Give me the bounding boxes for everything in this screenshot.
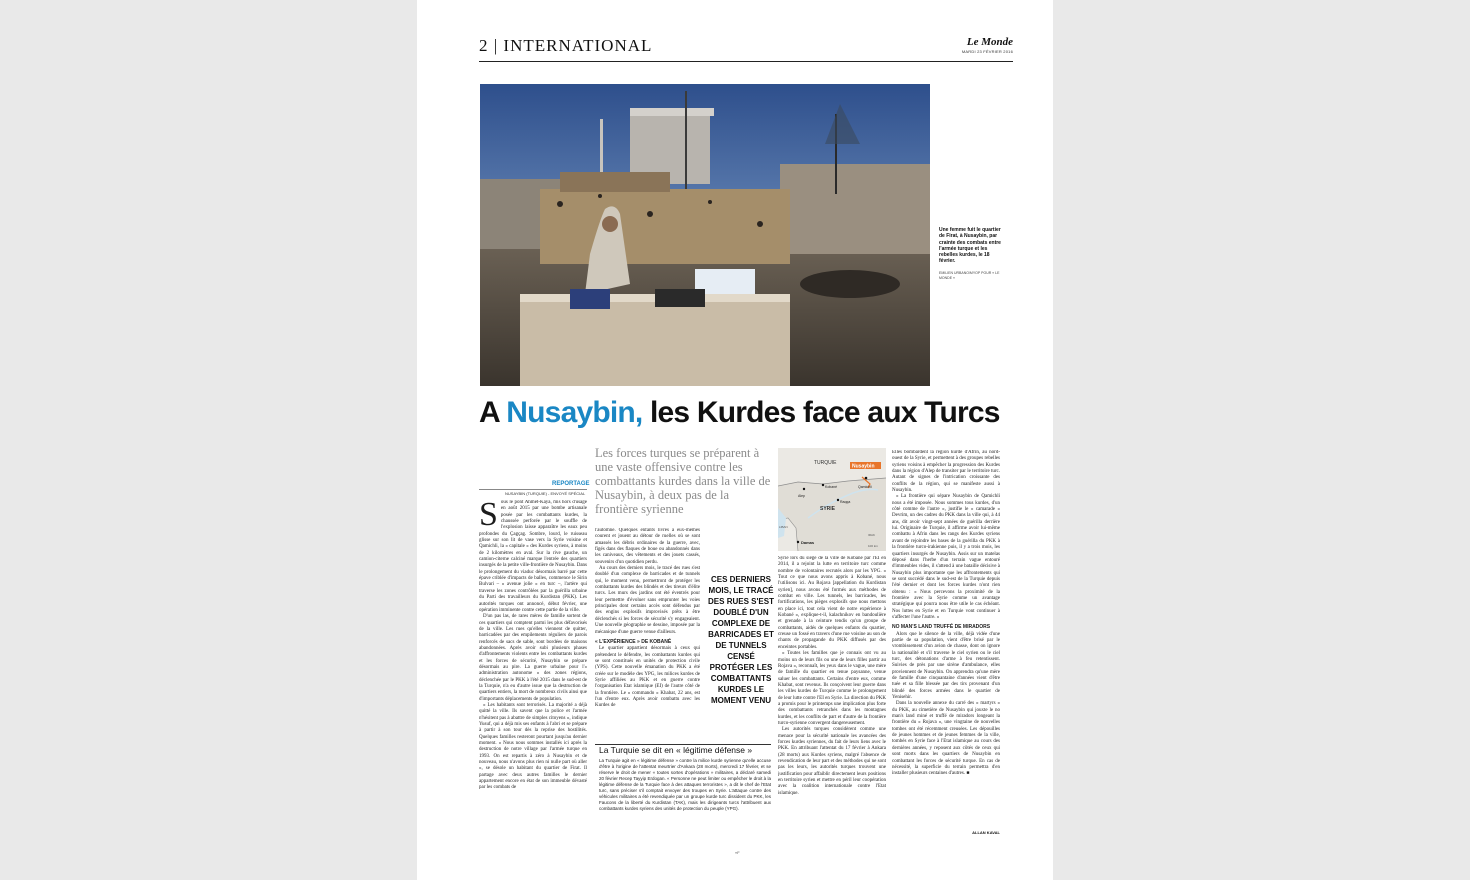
map-highlight-label: Nusaybin [852, 463, 875, 470]
paragraph: « La frontière qui sépare Nusaybin de Qamichli nous a été imposée. Nous sommes tous kurdes, d'un côté comme de l'autre », justifie le « camarade » Devrim, un des cadres du PKK dans la ville qui, à 44 ans, dit avoir vingt-sept années de guérilla derrière lui. Originaire de Turquie, il affirme avoir lui-même combattu à Afrin dans les rangs des Kurdes syriens avant de rejoindre les bases de la guérilla du PKK à la frontière turco-irakienne puis, il y a trois mois, les quartiers insurgés de Nusaybin. Assis sur un matelas déposé dans l'herbe d'un terrain vague entouré d'immeubles vides, il s'attend à une bataille décisive à Nusaybin plus importante que les affrontements qui se sont succédé dans le sud-est de la Turquie depuis l'été dernier et dont les forces kurdes n'ont rien obtenu : « Nous percevons la proximité de la frontière avec la Syrie comme un avantage stratégique qui pourra nous être utile le cas échéant. Nos luttes en Syrie et en Turquie vont continuer à s'affecter l'une l'autre. » [892, 494, 1000, 620]
headline-accent: Nusaybin, [506, 396, 643, 429]
section-title: 2 | INTERNATIONAL [479, 36, 653, 55]
map-city-qamichli: Qamichli [858, 485, 872, 489]
headline-rest: les Kurdes face aux Turcs [642, 396, 1000, 429]
pull-quote: CES DERNIERS MOIS, LE TRACÉ DES RUES S'EST DOUBLÉ D'UN COMPLEXE DE BARRICADES ET DE TUNNELS CENSÉ PROTÉGER LES COMBATTANTS KURDES LE MOMENT VENU [708, 575, 774, 705]
box-paragraph: La Turquie agit en « légitime défense » contre la milice kurde syrienne qu'elle accuse d'être à l'origine de l'attentat meurtrier d'Ankara (28 morts), mercredi 17 février, et se réserve le droit de mener « toutes sortes d'opérations » militaires, a déclaré samedi 20 février Recep Tayyip Erdogan. « Personne ne peut limiter ou empêcher le droit à la légitime défense de la Turquie face à des attaques terroristes », a dit le chef de l'Etat turc, sans préciser s'il comptait envoyer des troupes en Syrie. L'attaque contre des véhicules militaires a été revendiquée par un groupe kurde turc dissident du PKK, les Faucons de la liberté du Kurdistan (TAK), mais les dirigeants turcs l'attribuent aux combattants kurdes syriens des unités de protection du peuple (YPG). [599, 758, 771, 811]
map-city-damas: Damas [801, 540, 815, 545]
map-country-lebanon: LIBAN [779, 525, 788, 529]
article-column-1 [479, 500, 587, 840]
author-signature: ALLAN KAVAL [972, 830, 1000, 835]
subhead-no-mans-land: NO MAN'S LAND TRUFFÉ DE MIRADORS [892, 624, 991, 631]
paragraph: Au cours des derniers mois, le tracé des rues s'est doublé d'un complexe de barricades et de tunnels qui, le moment venu, permettront de protéger les combattants kurdes des blindés et des tireurs d'élite turcs. Les murs des jardins ont été éventrés pour leur permettre d'évoluer sans emprunter les voies principales dont certains accès sont défendus par des engins explosifs improvisés prêts à être déclenchés si les forces de sécurité s'y engageaient. Une nouvelle géographie se dessine, imposée par la mécanique d'une guerre venue d'ailleurs. [595, 566, 700, 635]
article-column-3 [778, 556, 886, 840]
issue-date: MARDI 23 FÉVRIER 2016 [961, 49, 1013, 54]
subhead-kobane: « L'EXPÉRIENCE » DE KOBANÉ [595, 638, 672, 645]
map-scale: 100 km [868, 544, 878, 548]
article-column-4 [892, 450, 1000, 830]
box-title: La Turquie se dit en « légitime défense » [599, 745, 753, 755]
photo-credit: EMILIEN URBANO/MYOP POUR « LE MONDE » [939, 271, 1000, 280]
kicker-rule [479, 489, 587, 490]
paragraph: Elles bombardent la région kurde d'Afrin, au nord-ouest de la Syrie, et permettent à des groupes rebelles syriens voisins à empêcher la progression des Kurdes dans la région d'Alep de transiter par le territoire turc. Autant de signes de l'intrication croissante des conflits de la région, qui se manifeste aussi à Nusaybin. [892, 450, 1000, 494]
header-rule [479, 61, 1013, 62]
map-country-turkey: TURQUIE [814, 460, 837, 466]
map-city-alep: Alep [798, 494, 806, 498]
paragraph: Le quartier appartient désormais à ceux qui prétendent le défendre, les combattants kurdes qui se sont constitués en unités de protection civile (YPS). Cette nouvelle émanation du PKK a été créée sur le modèle des YPG, les milices kurdes de Syrie affiliées au PKK et en guerre contre l'organisation Etat islamique (EI) de l'autre côté de la frontière. Le « commando » Khabat, 22 ans, est l'un d'entre eux. Après avoir combattu avec les Kurdes de [595, 646, 700, 709]
newspaper-page [417, 0, 1053, 880]
article-column-2 [595, 528, 700, 736]
box-text [599, 758, 771, 842]
paragraph: « Les habitants sont terrorisés. La majorité a déjà quitté la ville. Ils savent que la police et l'armée n'hésitent pas à abattre de simples citoyens », indique Yusuf, qui a déjà mis ses enfants à l'abri et se prépare à partir à son tour dès la reprise des hostilités. Quelques familles resteront pourtant jusqu'au dernier moment. « Nous nous sommes installés ici après la destruction de notre village par l'armée turque en 1993. On est repartis à zéro à Nusaybin et de nouveau, nous n'avons plus rien ni nulle part où aller », se désole un habitant du quartier de Firat. Il partage avec deux autres familles le dernier appartement encore en état de son immeuble dévasté par les combats de [479, 703, 587, 791]
byline: NUSAYBIN (TURQUIE) - ENVOYÉ SPÉCIAL [505, 491, 586, 496]
paragraph: D'un pas las, de rares mères de famille sortent de ces quartiers qui comptent parmi les plus défavorisés de la ville. Les rues qu'elles viennent de quitter, barricadées par des empilements réguliers de parois renforcés de sacs de sable, sont bordées de maisons abandonnées. Après avoir subi plusieurs phases d'affrontements violents entre les combattants kurdes et les forces de sécurité, Nusaybin se prépare désormais au pire. La guerre urbaine pour l'« administration autonome » des zones régions, déclenchée par le PKK à l'été 2015 dans le sud-est de la Turquie, n'a eu d'autre issue que la destruction de quartiers entiers, la mort de nombreux civils ainsi que d'importants déplacements de population. [479, 614, 587, 702]
photo-caption: Une femme fuit le quartier de Firat, à Nusaybin, par crainte des combats entre l'armée turque et les rebelles kurdes, le 18 février. [939, 227, 1001, 265]
paragraph: Alors que le silence de la ville, déjà vidée d'une partie de sa population, vient d'être brisé par le vrombissement d'un avion de chasse, dont on ignore la nationalité et s'il traverse le ciel syrien ou le ciel turc, des détonations d'arme à feu retentissent. Suivies de près par une sirène d'ambulance, elles proviennent de Nusaybin. On apprendra qu'une mère de famille d'une cinquantaine d'années vient d'être tuée et sa fille blessée par des tirs provenant d'un blindé des forces armées dans le quartier de Yenisehir. [892, 631, 1000, 701]
page-folio: «F [735, 850, 740, 855]
paragraph: Dans la nouvelle annexe du carré des « martyrs » du PKK, au cimetière de Nusaybin qui jouxte le no man's land miné et truffé de miradors longeant la frontière du « Rojava », une vingtaine de nouvelles tombes ont été récemment creusées. Les dépouilles de jeunes hommes et de jeunes femmes de la ville, tombés en Syrie face à l'Etat islamique au cours des dernières années, y reposent aux côtés de ceux qui sont morts dans les quartiers de Nusaybin en combattant les forces de sécurité turque. En cas de nécessité, la superficie du terrain permettra d'en installer plusieurs centaines d'autres. ■ [892, 701, 1000, 777]
paragraph: « Toutes les familles que je connais ont vu au moins un de leurs fils ou une de leurs filles partir au Rojava », reconnaît, les yeux dans le vague, une mère de famille du quartier en tenue paysanne, venue saluer les combattants. Certains d'entre eux, comme Khabat, sont revenus. Ils conçoivent leur guerre dans les villes kurdes de Turquie comme le prolongement de leur lutte contre l'EI en Syrie. La direction du PKK a promis pour le printemps une implication plus forte des combattants retranchés dans les montagnes kurdes, et les conflits de part et d'autre de la frontière turco-syrienne convergent dangereusement. [778, 651, 886, 726]
newspaper-logo: Le Monde [966, 36, 1013, 48]
paragraph: Syrie lors du siège de la ville de Kobané par l'EI en 2014, il a rejoint la lutte en territoire turc comme nombre de volontaires recrutés alors par les YPG. « Tout ce que nous avons appris à Kobané, nous l'utilisons ici. Au Rojava [appellation du Kurdistan syrien], nous avons été formés aux méthodes de combat en ville. Les tunnels, les barricades, les fortifications, les pièges explosifs que nous mettons en place ici, tout cela vient de notre expérience à Kobané », explique-t-il, kalachnikov en bandoulière et grenade à la ceinture tendis qu'un groupe de combattants, aidés de quelques enfants du quartier, creuse un fossé en travers d'une rue voisine au son de chants de propagande du PKK diffusés par des enceintes portables. [778, 556, 886, 650]
paragraph: l'automne. Quelques enfants livrés à eux-mêmes courent et jouent au détour de ruelles où se sont amassés les débris ordinaires de la guerre, avec, figés dans des flaques de boue ou abandonnés dans les caniveaux, des vêtements et des jouets cassés, souvenirs d'un quotidien perdu. [595, 528, 700, 565]
map-city-raqqa: Raqqa [840, 500, 851, 504]
map-country-syria: SYRIE [820, 506, 836, 512]
page-header [479, 36, 1013, 60]
paragraph: Les autorités turques considèrent comme une menace pour la sécurité nationale les avancées des forces kurdes syriennes, du fait de leurs liens avec le PKK. En attribuant l'attentat du 17 février à Ankara (28 morts) aux Kurdes syriens, malgré l'absence de revendication de leur part et des méthodes qui ne sont pas les leurs, les autorités turques trouvent une justification pour affaiblir directement leurs positions en territoire syrien et mettre en péril leur coopération avec la coalition internationale contre l'Etat islamique. [778, 727, 886, 796]
map-country-iraq: IRAK [868, 533, 876, 537]
drop-cap: S [479, 500, 498, 533]
location-map [778, 448, 886, 551]
standfirst: Les forces turques se préparent à une vaste offensive contre les combattants kurdes dans la ville de Nusaybin, à deux pas de la frontière syrienne [595, 446, 771, 516]
kicker-label: REPORTAGE [552, 481, 590, 487]
main-photo [480, 84, 930, 386]
paragraph: ous le pont Ahmet-Kaya, mis hors d'usage en août 2015 par une bombe artisanale posée par les combattants kurdes, la chaussée perforée par le souffle de l'explosion laisse apparaître les eaux peu profondes du Çagçag. Sombre, lourd, le ruisseau glisse sur son lit de vase vers la Syrie voisine et Qamichli, la « capitale » des Kurdes syriens, à moins de 2 kilomètres en aval. Sur la rive gauche, un camion-citerne calciné marque l'entrée des quartiers insurgés de la petite ville-frontière de Nusaybin. Dans le prolongement du viaduc désormais barré par cette épave criblée d'impacts de balles, commence le Sirin Bulvari – « avenue jolie » en turc –, l'artère qui traverse les zones contrôlées par la guérilla urbaine du Parti des travailleurs du Kurdistan (PKK). Les autorités turques ont annoncé, début février, une opération imminente contre cette partie de la ville. [479, 500, 587, 613]
map-city-kobane: Kobané [825, 485, 838, 489]
headline-prefix: A [479, 396, 507, 429]
headline [479, 396, 1013, 430]
